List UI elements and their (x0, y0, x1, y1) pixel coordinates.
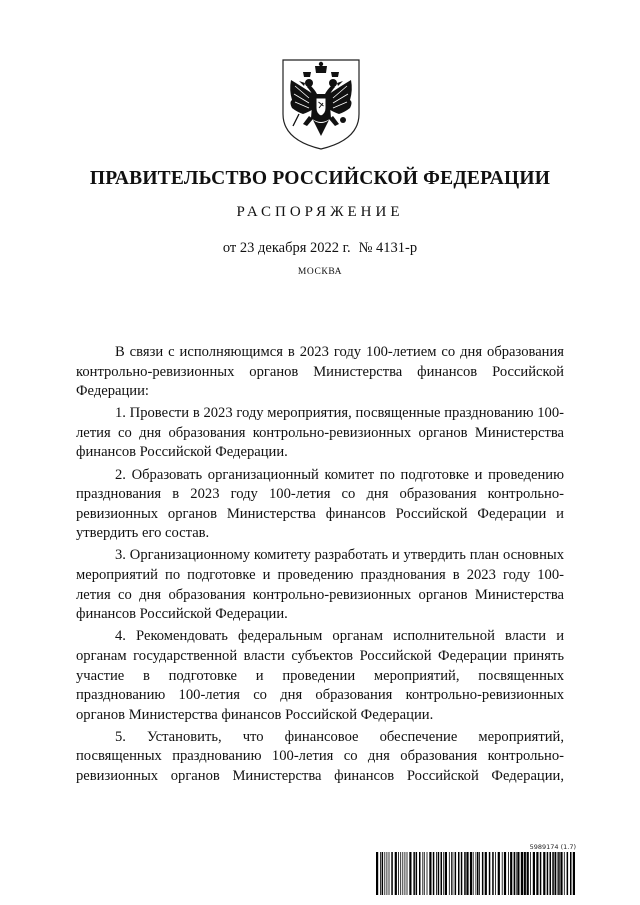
barcode-bar (449, 852, 450, 895)
barcode-bar (543, 852, 545, 895)
barcode-bar (376, 852, 378, 895)
barcode-bar (458, 852, 460, 895)
barcode-bar (455, 852, 457, 895)
barcode-bar (557, 852, 558, 895)
barcode-bar (489, 852, 491, 895)
registration-stamp (376, 843, 576, 895)
barcode-bar (524, 852, 526, 895)
barcode-bar (389, 852, 390, 895)
barcode-bar (555, 852, 557, 895)
body-paragraph: 1. Провести в 2023 году мероприятия, посвященные празднованию 100-летия со дня образования контрольно-ревизионных органов Министерства финансов Российской Федерации. (76, 405, 564, 461)
body-paragraph: В связи с исполняющимся в 2023 году 100-летием со дня образования контрольно-ревизионных органов Министерства финансов Российской Федерации: (76, 344, 564, 400)
barcode-bar (516, 852, 517, 895)
barcode-bar (547, 852, 549, 895)
barcode-bar (413, 852, 415, 895)
barcode-bar (461, 852, 463, 895)
barcode-bar (521, 852, 523, 895)
barcode-bar (530, 852, 531, 895)
government-title: ПРАВИТЕЛЬСТВО РОССИЙСКОЙ ФЕДЕРАЦИИ (89, 168, 551, 189)
barcode-bar (573, 852, 575, 895)
barcode-bar (453, 852, 454, 895)
body-paragraph: 4. Рекомендовать федеральным органам исполнительной власти и органам государственной власти субъектов Российской Федерации принять участие в подготовке и проведении мероприятий, посвященных празднованию 100-летия со дня образования контрольно-ревизионных органов Министерства финансов Российской Федерации. (76, 628, 564, 723)
barcode-bar (527, 852, 529, 895)
barcode-bar (558, 852, 560, 895)
barcode-bar (479, 852, 480, 895)
barcode-bar (517, 852, 519, 895)
barcode-bar (433, 852, 435, 895)
barcode-bar (427, 852, 428, 895)
barcode-bar (550, 852, 552, 895)
barcode-bar (424, 852, 425, 895)
body-paragraph: 5. Установить, что финансовое обеспечение мероприятий, посвященных празднованию 100-летия со дня образования контрольно-ревизионных органов Министерства финансов Российской Федерации, (76, 728, 564, 784)
barcode-bar (419, 852, 421, 895)
barcode-bar (451, 852, 452, 895)
body-paragraph: 3. Организационному комитету разработать и утвердить план основных мероприятий по подготовке и проведению празднования в 2023 году 100-летия со дня образования контрольно-ревизионных органов Министерства финансов Российской Федерации. (76, 547, 564, 623)
barcode-bar (536, 852, 538, 895)
barcode-bar (514, 852, 516, 895)
coat-of-arms-emblem-icon (279, 56, 363, 152)
barcode-bar (409, 852, 411, 895)
barcode-bar (382, 852, 384, 895)
barcode-bar (502, 852, 503, 895)
barcode-bar (395, 852, 397, 895)
barcode-bar (533, 852, 535, 895)
barcode-bar (445, 852, 447, 895)
barcode-bar (567, 852, 569, 895)
document-date: от 23 декабря 2022 г. (222, 240, 351, 256)
barcode-bar (466, 852, 468, 895)
stamp-code: 5989174 (1.7) (529, 843, 576, 851)
barcode-bar (384, 852, 385, 895)
barcode-bar (400, 852, 401, 895)
barcode-bar (398, 852, 399, 895)
body-paragraph: 2. Образовать организационный комитет по подготовке и проведению празднования в 2023 году 100-летия со дня образования контрольно-ревизионных органов Министерства финансов Российской Федерации и утвердить его состав. (76, 466, 564, 542)
barcode-bar (387, 852, 388, 895)
document-number: № 4131-р (358, 240, 418, 256)
barcode-bar (564, 852, 565, 895)
barcode-bar (464, 852, 466, 895)
barcode-bar (405, 852, 406, 895)
barcode-bar (429, 852, 431, 895)
barcode-bar (407, 852, 408, 895)
barcode-bar (391, 852, 393, 895)
barcode-bar (492, 852, 494, 895)
barcode-bar (504, 852, 506, 895)
barcode-bar (438, 852, 440, 895)
barcode-bar (482, 852, 484, 895)
barcode-bar (485, 852, 487, 895)
barcode-bar (498, 852, 500, 895)
barcode-bar (540, 852, 542, 895)
barcode-bar (570, 852, 572, 895)
barcode-bar (508, 852, 509, 895)
barcode-bar (402, 852, 403, 895)
barcode-bar (476, 852, 477, 895)
document-body (76, 343, 564, 789)
barcode-bar (477, 852, 479, 895)
barcode-bar (443, 852, 444, 895)
barcode-bar (552, 852, 554, 895)
barcode-bar (380, 852, 381, 895)
barcode-bar (470, 852, 472, 895)
barcode-bar (495, 852, 496, 895)
barcode-bar (441, 852, 443, 895)
barcode-bar (560, 852, 562, 895)
document-city: МОСКВА (297, 267, 343, 277)
barcode-bar (416, 852, 418, 895)
barcode-icon (376, 852, 576, 895)
document-date-line (0, 240, 640, 257)
barcode-bar (436, 852, 437, 895)
barcode-bar (473, 852, 474, 895)
barcode-bar (422, 852, 423, 895)
document-type: РАСПОРЯЖЕНИЕ (236, 204, 404, 220)
barcode-bar (510, 852, 512, 895)
